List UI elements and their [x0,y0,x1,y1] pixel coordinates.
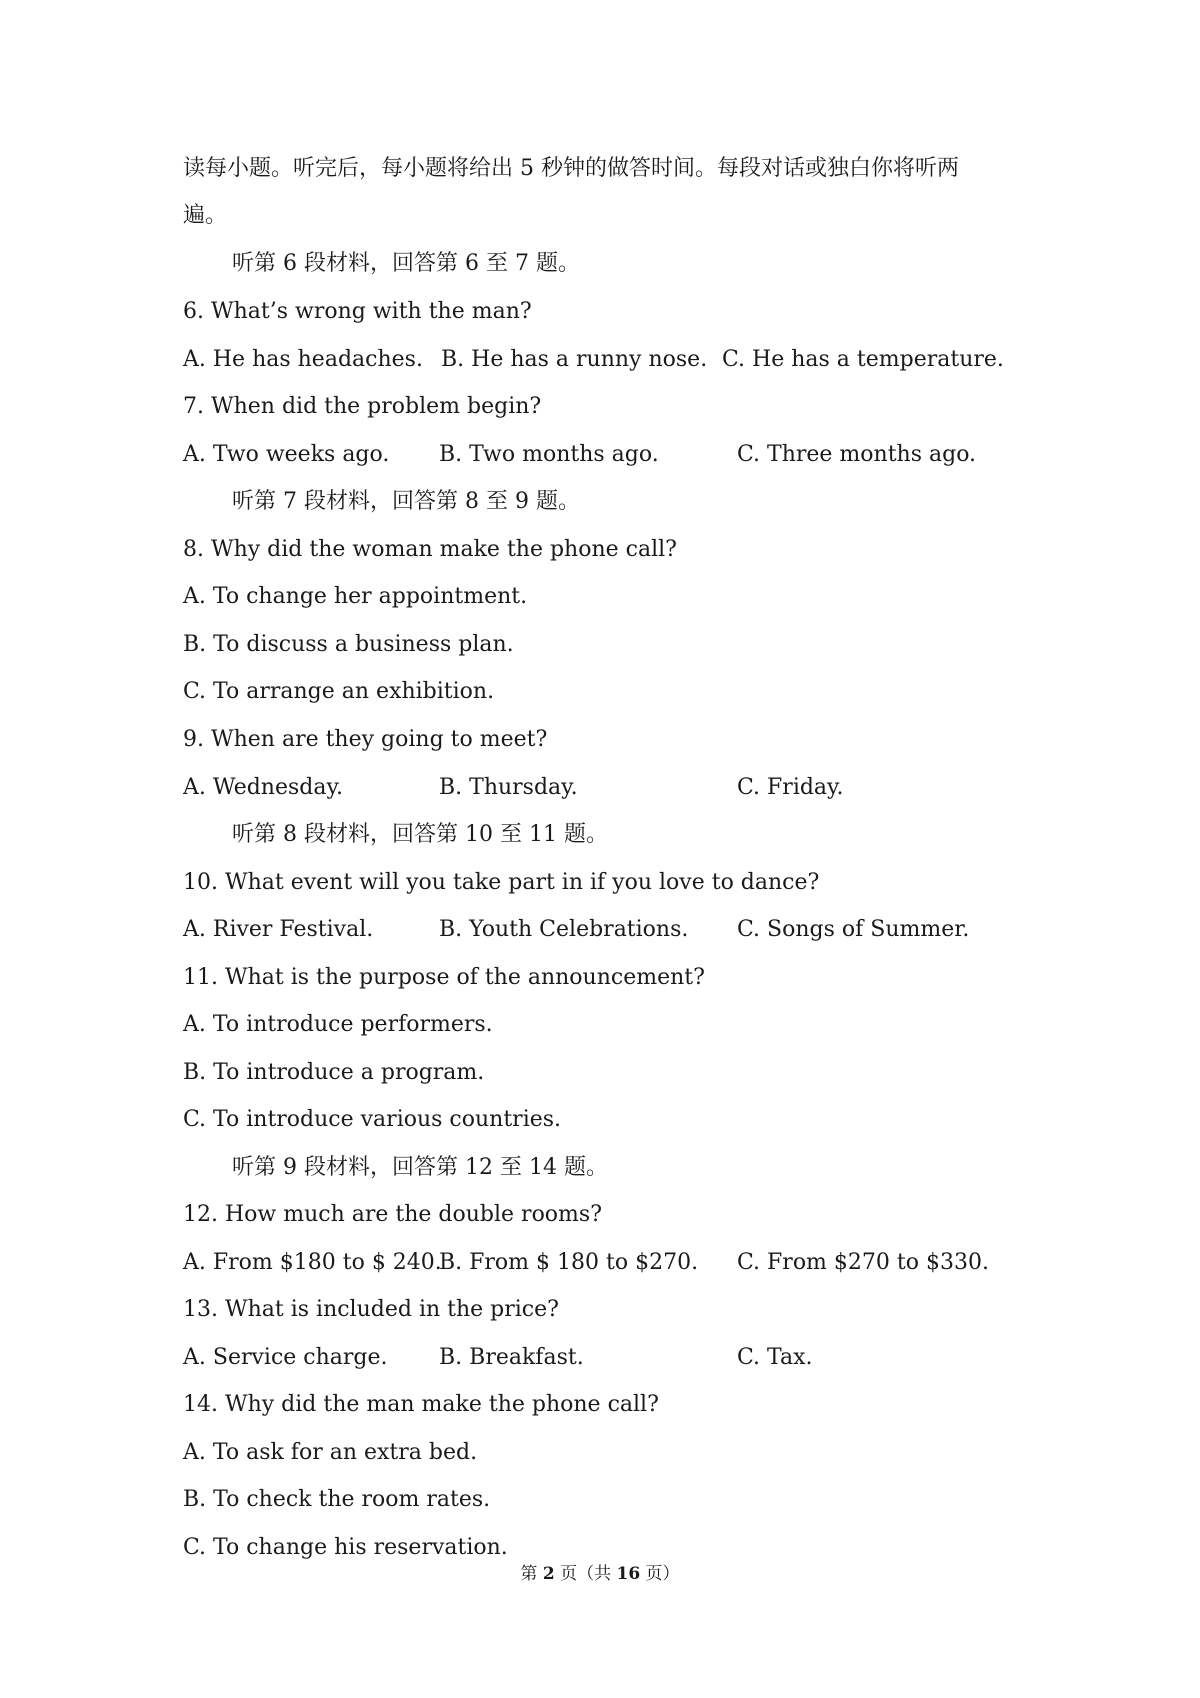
option-b: B. He has a runny nose. [441,347,708,372]
page-footer [0,1562,1200,1586]
option-b: B. Youth Celebrations. [439,917,689,942]
question-stem: 11. What is the purpose of the announcement? [183,965,705,990]
question-stem: 8. Why did the woman make the phone call? [183,537,677,562]
footer-middle: 页（共 [554,1564,617,1584]
option-b: B. To discuss a business plan. [183,632,514,657]
option-c: C. He has a temperature. [722,347,1004,372]
footer-suffix: 页） [640,1564,680,1584]
question-stem: 7. When did the problem begin? [183,394,542,419]
option-c: C. To change his reservation. [183,1535,508,1560]
option-c: C. Three months ago. [737,442,977,467]
option-c: C. To introduce various countries. [183,1107,562,1132]
option-b: B. Two months ago. [439,442,659,467]
option-b: B. Thursday. [439,775,578,800]
total-pages: 16 [616,1564,641,1584]
option-c: C. Songs of Summer. [737,917,970,942]
question-stem: 6. What’s wrong with the man? [183,299,532,324]
option-b: B. From $ 180 to $270. [439,1250,699,1275]
footer-prefix: 第 [520,1564,543,1584]
section-heading: 听第 8 段材料，回答第 10 至 11 题。 [232,822,608,847]
section-heading: 听第 7 段材料，回答第 8 至 9 题。 [232,489,580,514]
option-a: A. To ask for an extra bed. [183,1440,478,1465]
page-number: 2 [542,1564,555,1584]
option-a: A. River Festival. [183,917,374,942]
option-b: B. To check the room rates. [183,1487,491,1512]
question-stem: 13. What is included in the price? [183,1297,559,1322]
intro-line-2: 遍。 [183,203,228,228]
option-a: A. To introduce performers. [183,1012,493,1037]
option-a: A. Two weeks ago. [183,442,390,467]
option-b: B. Breakfast. [439,1345,584,1370]
option-a: A. To change her appointment. [183,584,528,609]
option-a: A. Service charge. [183,1345,388,1370]
section-heading: 听第 9 段材料，回答第 12 至 14 题。 [232,1155,608,1180]
section-heading: 听第 6 段材料，回答第 6 至 7 题。 [232,251,580,276]
option-c: C. Tax. [737,1345,813,1370]
question-stem: 10. What event will you take part in if you love to dance? [183,870,820,895]
question-stem: 14. Why did the man make the phone call? [183,1392,659,1417]
option-c: C. To arrange an exhibition. [183,679,495,704]
option-a: A. He has headaches. [183,347,423,372]
intro-line-1: 读每小题。听完后，每小题将给出 5 秒钟的做答时间。每段对话或独白你将听两 [183,156,959,181]
option-c: C. Friday. [737,775,844,800]
option-b: B. To introduce a program. [183,1060,485,1085]
question-stem: 12. How much are the double rooms? [183,1202,602,1227]
question-stem: 9. When are they going to meet? [183,727,548,752]
option-a: A. From $180 to $ 240. [183,1250,442,1275]
option-a: A. Wednesday. [183,775,343,800]
option-c: C. From $270 to $330. [737,1250,989,1275]
